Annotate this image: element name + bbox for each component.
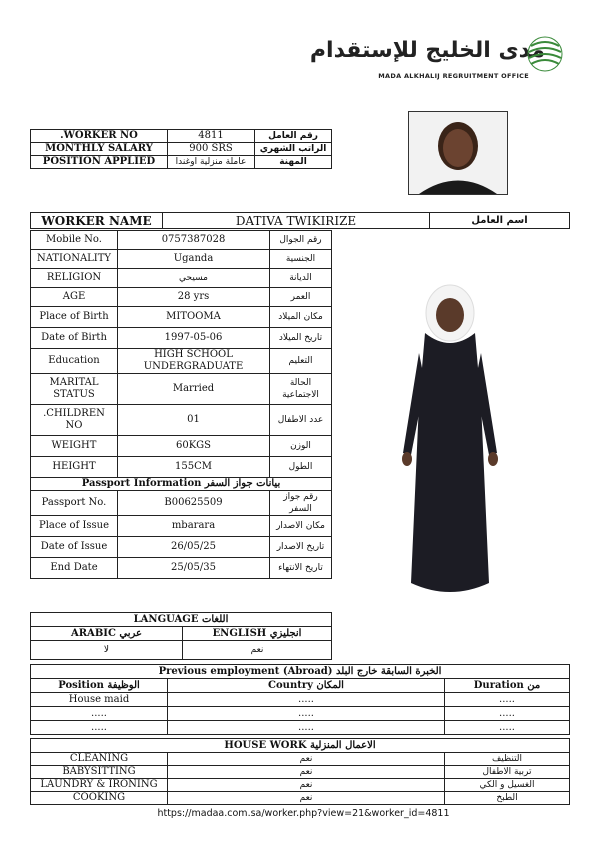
detail-row-label-ar: الطول: [270, 457, 332, 478]
passport-row: [31, 558, 332, 579]
worker-name-table: [30, 212, 570, 229]
detail-row-label: RELIGION: [31, 269, 118, 288]
arabic-label: ARABIC عربي: [31, 627, 183, 641]
detail-row-label: Place of Birth: [31, 307, 118, 328]
detail-row: [31, 231, 332, 250]
worker-no-label-ar: رقم العامل: [255, 130, 332, 143]
detail-row-label-ar: العمر: [270, 288, 332, 307]
table-row: [31, 739, 570, 753]
table-row: [31, 679, 570, 693]
housework-en-cell: BABYSITTING: [31, 766, 168, 779]
detail-row-label: HEIGHT: [31, 457, 118, 478]
salary-value: 900 SRS: [168, 143, 255, 156]
detail-row-value: Married: [118, 374, 270, 405]
detail-row: [31, 405, 332, 436]
passport-row-value: B00625509: [118, 491, 270, 516]
salary-label: MONTHLY SALARY: [31, 143, 168, 156]
detail-row-value: 0757387028: [118, 231, 270, 250]
detail-row: [31, 307, 332, 328]
detail-row: [31, 374, 332, 405]
detail-row-label-ar: الوزن: [270, 436, 332, 457]
worker-full-body-photo: [385, 283, 515, 605]
detail-row: [31, 269, 332, 288]
detail-row-value: 01: [118, 405, 270, 436]
detail-row-label: AGE: [31, 288, 118, 307]
detail-row: [31, 349, 332, 374]
passport-row-label: End Date: [31, 558, 118, 579]
language-section-title: LANGUAGE اللغات: [31, 613, 332, 627]
language-table: [30, 612, 332, 660]
passport-row-value: mbarara: [118, 516, 270, 537]
previous-employment-table: [30, 664, 570, 735]
detail-row-label-ar: تاريخ الميلاد: [270, 328, 332, 349]
company-name-arabic: مدى الخليج للإستقدام: [309, 38, 545, 63]
detail-row-label: Education: [31, 349, 118, 374]
passport-row: [31, 516, 332, 537]
detail-row-label-ar: الحالة الاجتماعية: [270, 374, 332, 405]
position-label-ar: المهنة: [255, 156, 332, 169]
housework-row: [31, 779, 570, 792]
passport-row-label-ar: رقم جواز السفر: [270, 491, 332, 516]
detail-row-label-ar: رقم الجوال: [270, 231, 332, 250]
worker-name-value: DATIVA TWIKIRIZE: [163, 213, 430, 229]
passport-row: [31, 537, 332, 558]
previous-employment-row: [31, 721, 570, 735]
table-row: [31, 213, 570, 229]
housework-val-cell: نعم: [168, 792, 445, 805]
company-logo-icon: [527, 36, 563, 72]
previous-duration-cell: .....: [445, 693, 570, 707]
housework-val-cell: نعم: [168, 753, 445, 766]
detail-row: [31, 436, 332, 457]
footer-url[interactable]: https://madaa.com.sa/worker.php?view=21&worker_id=4811: [157, 808, 450, 819]
housework-ar-cell: الطبخ: [445, 792, 570, 805]
detail-row-value: 60KGS: [118, 436, 270, 457]
previous-section-title: Previous employment (Abroad) الخبرة السابقة خارج البلد: [31, 665, 570, 679]
company-name-english: MADA ALKHALIJ REGRUITMENT OFFICE: [378, 72, 529, 80]
passport-row-label-ar: تاريخ الاصدار: [270, 537, 332, 558]
table-row: [31, 156, 332, 169]
housework-row: [31, 766, 570, 779]
passport-section-title: Passport Information بيانات جواز السفر: [31, 478, 332, 491]
detail-row-value: Uganda: [118, 250, 270, 269]
position-label: POSITION APPLIED: [31, 156, 168, 169]
housework-val-cell: نعم: [168, 779, 445, 792]
passport-row-label: Passport No.: [31, 491, 118, 516]
previous-employment-row: [31, 693, 570, 707]
housework-ar-cell: التنظيف: [445, 753, 570, 766]
detail-row: [31, 250, 332, 269]
passport-row-value: 26/05/25: [118, 537, 270, 558]
detail-row-label: Date of Birth: [31, 328, 118, 349]
previous-position-cell: House maid: [31, 693, 168, 707]
detail-row-label: .CHILDREN NO: [31, 405, 118, 436]
detail-row-label: NATIONALITY: [31, 250, 118, 269]
detail-row-value: HIGH SCHOOL UNDERGRADUATE: [118, 349, 270, 374]
table-row: [31, 613, 332, 627]
arabic-value: لا: [31, 641, 183, 660]
salary-label-ar: الراتب الشهري: [255, 143, 332, 156]
detail-row-value: MITOOMA: [118, 307, 270, 328]
table-row: [31, 130, 332, 143]
detail-row-value: 28 yrs: [118, 288, 270, 307]
passport-row: [31, 491, 332, 516]
passport-header-row: [31, 478, 332, 491]
table-row: [31, 665, 570, 679]
table-row: [31, 627, 332, 641]
worker-no-value: 4811: [168, 130, 255, 143]
passport-row-label-ar: تاريخ الانتهاء: [270, 558, 332, 579]
housework-ar-cell: الغسيل و الكي: [445, 779, 570, 792]
worker-portrait-photo: [408, 111, 508, 195]
detail-row: [31, 457, 332, 478]
previous-position-cell: .....: [31, 707, 168, 721]
detail-row-label-ar: عدد الاطفال: [270, 405, 332, 436]
previous-country-cell: .....: [168, 693, 445, 707]
table-row: [31, 641, 332, 660]
col-position: Position الوظيفة: [31, 679, 168, 693]
detail-row-value: 155CM: [118, 457, 270, 478]
previous-country-cell: .....: [168, 721, 445, 735]
worker-name-label-ar: اسم العامل: [430, 213, 570, 229]
detail-row: [31, 288, 332, 307]
passport-row-value: 25/05/35: [118, 558, 270, 579]
detail-row-label-ar: الديانة: [270, 269, 332, 288]
previous-position-cell: .....: [31, 721, 168, 735]
housework-row: [31, 753, 570, 766]
worker-details-table: [30, 230, 332, 579]
previous-country-cell: .....: [168, 707, 445, 721]
previous-duration-cell: .....: [445, 707, 570, 721]
col-duration: Duration من: [445, 679, 570, 693]
worker-summary-table: [30, 129, 332, 169]
housework-en-cell: CLEANING: [31, 753, 168, 766]
housework-row: [31, 792, 570, 805]
housework-en-cell: COOKING: [31, 792, 168, 805]
detail-row-label-ar: مكان الميلاد: [270, 307, 332, 328]
english-value: نعم: [183, 641, 332, 660]
detail-row-label-ar: الجنسية: [270, 250, 332, 269]
housework-val-cell: نعم: [168, 766, 445, 779]
english-label: ENGLISH انجليزي: [183, 627, 332, 641]
position-value: عاملة منزلية اوغندا: [168, 156, 255, 169]
detail-row-label-ar: التعليم: [270, 349, 332, 374]
table-row: [31, 143, 332, 156]
detail-row-label: Mobile No.: [31, 231, 118, 250]
house-work-table: [30, 738, 570, 805]
passport-row-label: Date of Issue: [31, 537, 118, 558]
detail-row: [31, 328, 332, 349]
passport-row-label: Place of Issue: [31, 516, 118, 537]
worker-name-label: WORKER NAME: [31, 213, 163, 229]
col-country: Country المكان: [168, 679, 445, 693]
passport-row-label-ar: مكان الاصدار: [270, 516, 332, 537]
worker-no-label: .WORKER NO: [31, 130, 168, 143]
previous-employment-row: [31, 707, 570, 721]
detail-row-value: مسيحي: [118, 269, 270, 288]
housework-en-cell: LAUNDRY & IRONING: [31, 779, 168, 792]
detail-row-label: WEIGHT: [31, 436, 118, 457]
housework-section-title: HOUSE WORK الاعمال المنزلية: [31, 739, 570, 753]
previous-duration-cell: .....: [445, 721, 570, 735]
housework-ar-cell: تربية الاطفال: [445, 766, 570, 779]
detail-row-label: MARITAL STATUS: [31, 374, 118, 405]
detail-row-value: 1997-05-06: [118, 328, 270, 349]
